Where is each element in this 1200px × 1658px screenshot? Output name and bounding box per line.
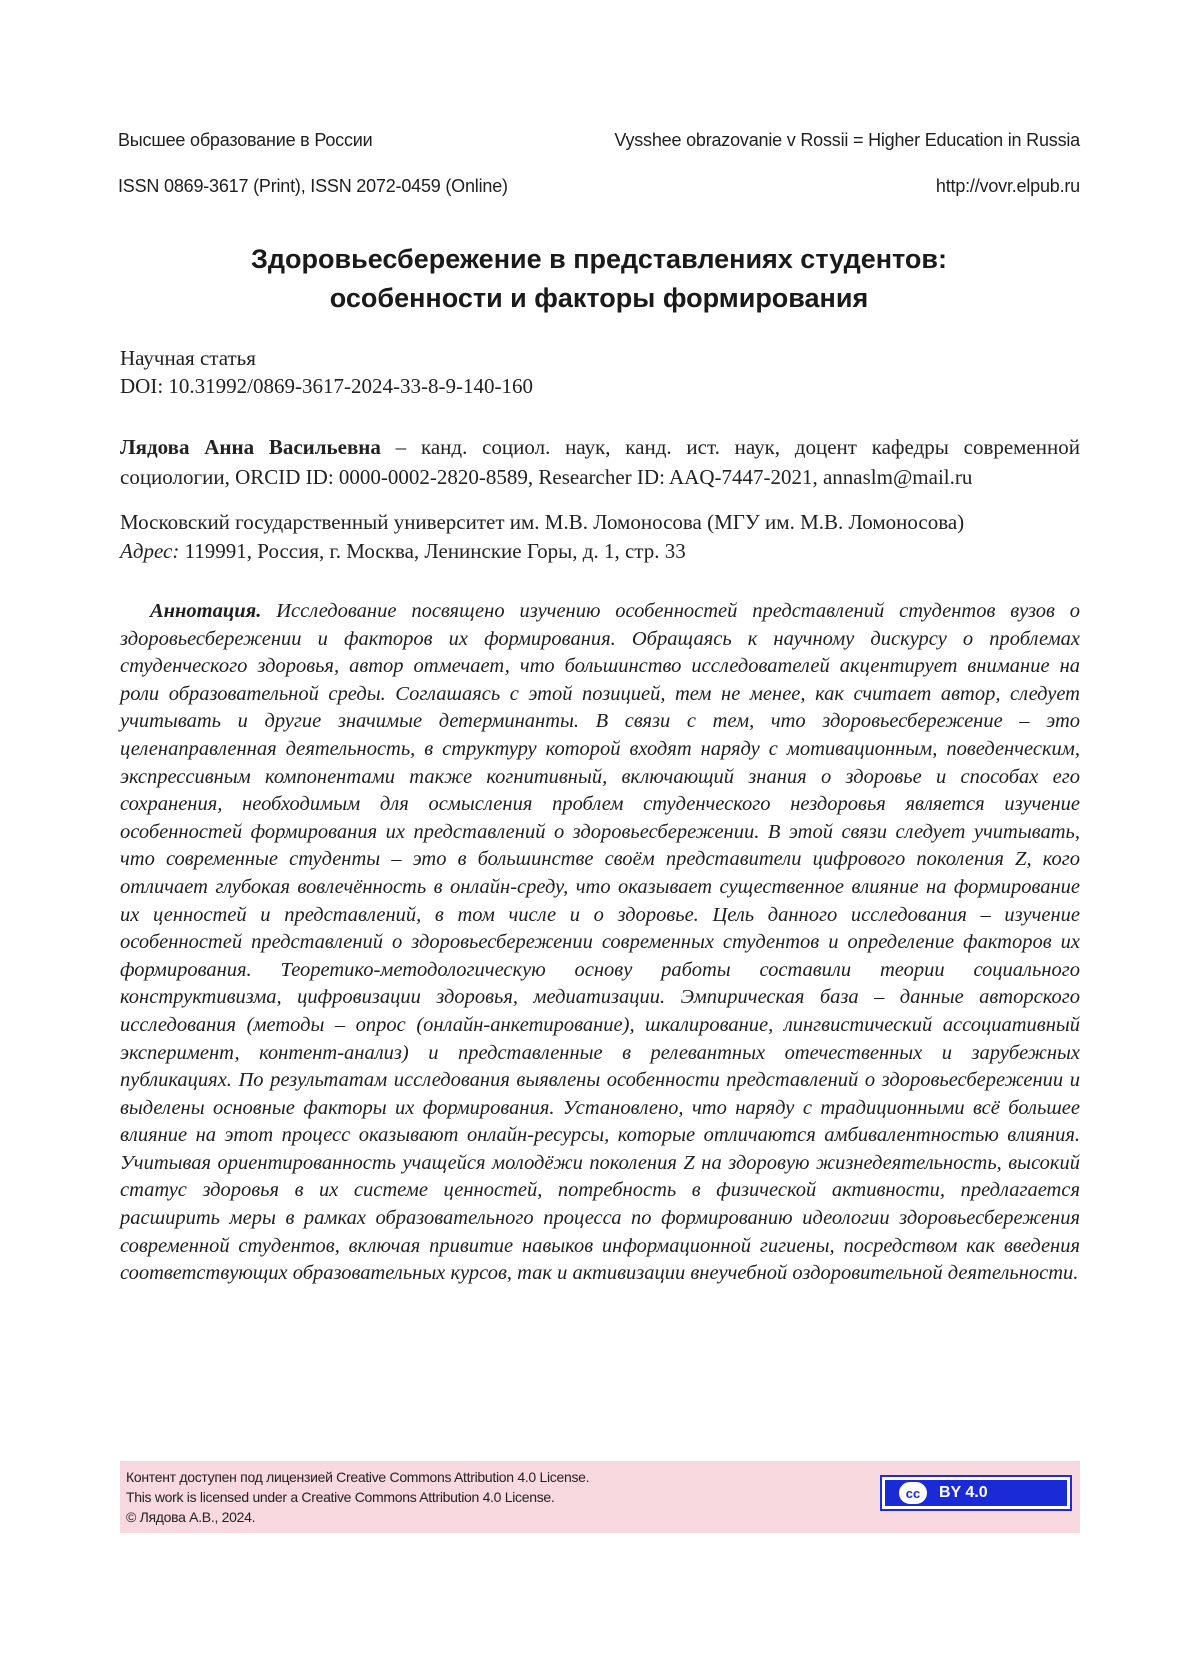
journal-name-ru: Высшее образование в России bbox=[118, 130, 373, 150]
license-text bbox=[126, 1467, 589, 1527]
journal-name-en: Vysshee obrazovanie v Rossii = Higher Education in Russia bbox=[614, 130, 1080, 150]
article-title bbox=[118, 240, 1080, 318]
cc-badge-inner bbox=[885, 1480, 1067, 1506]
doi[interactable]: DOI: 10.31992/0869-3617-2024-33-8-9-140-160 bbox=[120, 374, 533, 398]
issn-info: ISSN 0869-3617 (Print), ISSN 2072-0459 (Online) bbox=[118, 176, 508, 196]
abstract bbox=[120, 598, 1080, 1288]
article-type: Научная статья bbox=[120, 346, 256, 370]
address-line bbox=[120, 537, 1080, 566]
license-line-ru: Контент доступен под лицензией Creative Commons Attribution 4.0 License. bbox=[126, 1469, 590, 1485]
running-header-bottom bbox=[118, 176, 1080, 197]
affiliation bbox=[120, 508, 1080, 566]
abstract-label: Аннотация. bbox=[150, 600, 262, 622]
author-name: Лядова Анна Васильевна bbox=[120, 435, 381, 459]
university-name: Московский государственный университет им. М.В. Ломоносова (МГУ им. М.В. Ломоносова) bbox=[120, 510, 965, 534]
address-text: 119991, Россия, г. Москва, Ленинские Горы, д. 1, стр. 33 bbox=[179, 539, 686, 563]
title-line-2: особенности и факторы формирования bbox=[329, 283, 869, 313]
cc-badge-text: BY 4.0 bbox=[939, 1484, 988, 1501]
running-header-top bbox=[118, 130, 1080, 151]
abstract-text: Исследование посвящено изучению особенностей представлений студентов вузов о здоровьесбережении и факторов их формирования. Обращаясь к научному дискурсу о проблемах студенческого здоровья, автор отмечает, что большинство исследователей акцентирует внимание на роли образовательной среды. Соглашаясь с этой позицией, тем не менее, как считает автор, следует учитывать и другие значимые детерминанты. В связи с тем, что здоровьесбережение – это целенаправленная деятельность, в структуру которой входят наряду с мотивационным, поведенческим, экспрессивным компонентами также когнитивный, включающий знания о здоровье и способах его сохранения, необходимым для осмысления проблем студенческого нездоровья является изучение особенностей формирования их представлений о здоровьесбережении. В этой связи следует учитывать, что современные студенты – это в большинстве своём представители цифрового поколения Z, кого отличает глубокая вовлечённость в онлайн-среду, что оказывает существенное влияние на формирование их ценностей и представлений, в том числе и о здоровье. Цель данного исследования – изучение особенностей представлений о здоровьесбережении современных студентов и определение факторов их формирования. Теоретико-методологическую основу работы составили теории социального конструктивизма, цифровизации здоровья, медиатизации. Эмпирическая база – данные авторского исследования (методы – опрос (онлайн-анкетирование), шкалирование, лингвистический ассоциативный эксперимент, контент-анализ) и представленные в релевантных отечественных и зарубежных публикациях. По результатам исследования выявлены особенности представлений о здоровьесбережении и выделены основные факторы их формирования. Установлено, что наряду с традиционными всё большее влияние на этот процесс оказывают онлайн-ресурсы, которые отличаются амбивалентностью влияния. Учитывая ориентированность учащейся молодёжи поколения Z на здоровую жизнедеятельность, высокий статус здоровья в их системе ценностей, потребность в физической активности, предлагается расширить меры в рамках образовательного процесса по формированию идеологии здоровьесбережения современной студентов, включая привитие навыков информационной гигиены, посредством как введения соответствующих образовательных курсов, так и активизации внеучебной оздоровительной деятельности. bbox=[120, 600, 1080, 1285]
author-info bbox=[120, 432, 1080, 492]
cc-license-badge[interactable] bbox=[880, 1475, 1072, 1511]
copyright-line: © Лядова А.В., 2024. bbox=[126, 1509, 256, 1525]
address-label: Адрес: bbox=[120, 539, 180, 563]
license-line-en: This work is licensed under a Creative Commons Attribution 4.0 License. bbox=[126, 1489, 555, 1505]
title-line-1: Здоровьесбережение в представлениях студентов: bbox=[251, 244, 947, 274]
cc-icon: cc bbox=[899, 1482, 927, 1504]
author-details: – канд. социол. наук, канд. ист. наук, доцент кафедры современной социологии, ORCID ID: 0000-0002-2820-8589, Researcher ID: AAQ-7447-2021, annaslm@mail.ru bbox=[120, 435, 1081, 489]
license-box bbox=[120, 1461, 1080, 1533]
journal-url[interactable]: http://vovr.elpub.ru bbox=[935, 176, 1080, 196]
